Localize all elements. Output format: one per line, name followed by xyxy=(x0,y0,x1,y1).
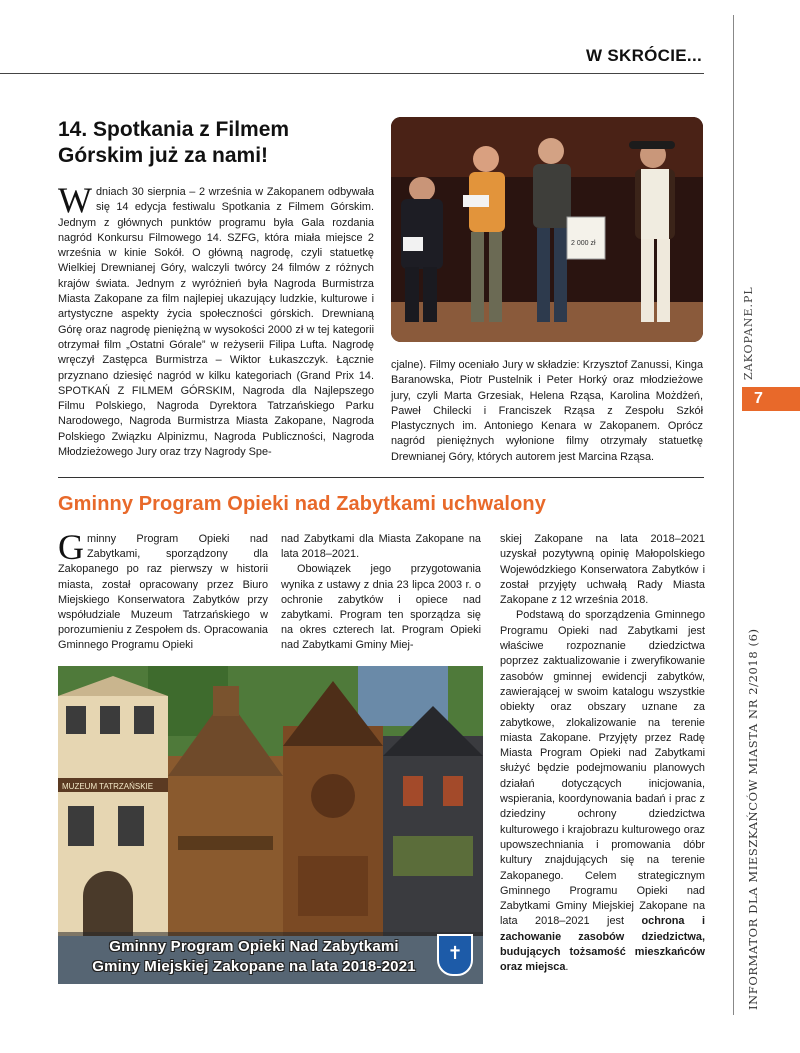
collage-banner xyxy=(58,932,483,984)
article1-body-col2: cjalne). Filmy oceniało Jury w składzie: Krzysztof Zanussi, Kinga Baranowska, Piotr Pustelnik i Peter Horký oraz młodzieżowe jury, czyli Marta Grzesiak, Helena Rząsa, Karolina Możdżeń, Paweł Chilecki i Franciszek Rząsa z Zespołu Szkół Plastycznych im. Antoniego Kenara w Zakopanem. Oprócz nagród pieniężnych wyłonione filmy otrzymały statuetkę Drewnianej Góry, których autorem jest Marcina Rząsa. xyxy=(391,359,703,463)
side-rule xyxy=(733,15,734,1015)
article2-col3-end: . xyxy=(565,961,569,974)
article2-body-col3 xyxy=(500,532,705,976)
article1-dropcap: W xyxy=(58,180,92,220)
article2-col3-text: Podstawą do sporządzenia Gminnego Programu Opieki nad Zabytkami jest właściwe rozpoznanie dziedzictwa poprzez zaktualizowanie i zweryfikowanie zasobów gminnej ewidencji zabytków, zawierającej w swoim katalogu wszystkie obiekty oraz obszary uznane za zabytkowe, zlokalizowanie na terenie miasta Zakopane. Przyjęty przez Radę Miasta Program Opieki nad Zabytkami służyć będzie podejmowaniu planowych działań dotyczących inicjowania, wspierania, koordynowania badań i prac z dziedziny ochrony dziedzictwa kulturowego i krajobrazu kulturowego oraz upowszechniania i promowania dóbr kultury znajdujących się na terenie Zakopanego. Celem strategicznym Gminnego Programu Opieki nad Zabytkami Gminy Miejskiej Zakopane na lata 2018–2021 jest xyxy=(500,609,705,928)
article2-dropcap: G xyxy=(58,527,84,567)
banner-line1: Gminny Program Opieki Nad Zabytkami xyxy=(109,938,399,955)
award-ceremony-illustration xyxy=(391,117,703,342)
article2-title: Gminny Program Opieki nad Zabytkami uchwalony xyxy=(58,493,546,515)
award-ceremony-photo xyxy=(391,117,703,342)
page-number-tab xyxy=(742,387,800,411)
article2-col3-para1: skiej Zakopane na lata 2018–2021 uzyskał pozytywną opinię Małopolskiego Wojewódzkiego Konserwatora Zabytków i został przyjęty uchwałą Rady Miasta Zakopane z 12 września 2018. xyxy=(500,533,705,607)
header-rule xyxy=(0,73,704,74)
banner-line2: Gminy Miejskiej Zakopane na lata 2018-2021 xyxy=(92,958,416,975)
section-label: W SKRÓCIE... xyxy=(586,46,702,65)
article2-col3-para2 xyxy=(500,608,705,975)
article2-col3-bold: ochrona i zachowanie zasobów dziedzictwa, budujących tożsamość mieszkańców oraz miejsca xyxy=(500,915,705,974)
article1-body-col1 xyxy=(58,180,374,460)
award-board-text: 2 000 zł xyxy=(571,240,596,247)
article1-title: 14. Spotkania z Filmem Górskim już za nami! xyxy=(58,118,290,167)
side-site-label: ZAKOPANE.PL xyxy=(742,286,755,380)
museum-sign-text: MUZEUM TATRZAŃSKIE xyxy=(62,782,154,791)
article2-body-col2 xyxy=(281,532,481,654)
page-number: 7 xyxy=(754,390,763,407)
article1-col1-text: dniach 30 sierpnia – 2 września w Zakopanem odbywała się 14 edycja festiwalu Spotkania z Filmem Górskim. Jednym z głównych punktów programu była Gala rozdania nagród Konkursu Filmowego 14. SZFG, która miała miejsce 2 września w kinie Sokół. O główną nagrodę, czyli statuetkę Wielkiej Drewnianej Góry, walczyli twórcy 24 filmów z różnych krajów świata. Jednym z wyróżnień była Nagroda Burmistrza Miasta Zakopane za film najlepiej ukazujący ludzkie, kulturowe i artystyczne aspekty życia społeczności górskich. Drewnianą Górę oraz nagrodę pieniężną w wysokości 2000 zł w tej kategorii otrzymał film „Ostatni Górale” w reżyserii Filipa Lufta. Nagrodę wręczył Zastępca Burmistrza – Wiktor Łukaszczyk. Łącznie przyznano dziesięć nagród w kilku kategoriach (Grand Prix 14. SPOTKAŃ Z FILMEM GÓRSKIM, Nagroda dla Najlepszego Filmu Polskiego, Nagroda Dyrektora Tatrzańskiego Parku Narodowego, Nagroda Burmistrza Miasta Zakopane, Nagroda Polskiego Związku Alpinizmu, Nagroda Publiczności, Nagroda Młodzieżowego Jury oraz trzy Nagrody Spe- xyxy=(58,186,374,459)
article2-col1-text: minny Program Opieki nad Zabytkami, sporządzony dla Zakopanego po raz pierwszy w historii miasta, został opracowany przez Biuro Miejskiego Konserwatora Zabytków przy współudziale Muzeum Tatrzańskiego w porozumieniu z Zespołem ds. Opracowania Gminnego Programu Opieki xyxy=(58,533,268,652)
article2-col2-para2: Obowiązek jego przygotowania wynika z ustawy z dnia 23 lipca 2003 r. o ochronie zabytków i opiece nad zabytkami. Program ten sporządza się na okres czterech lat. Program Opieki nad Zabytkami Gminy Miej- xyxy=(281,563,481,652)
side-publication-label: INFORMATOR DLA MIESZKAŃCÓW MIASTA NR 2/2018 (6) xyxy=(746,628,760,1010)
article2-body-col1 xyxy=(58,527,268,654)
article-divider xyxy=(58,477,704,478)
heritage-buildings-collage xyxy=(58,666,483,984)
zakopane-crest-icon: ✝ xyxy=(437,934,473,976)
article2-col2-para1: nad Zabytkami dla Miasta Zakopane na lata 2018–2021. xyxy=(281,533,481,561)
